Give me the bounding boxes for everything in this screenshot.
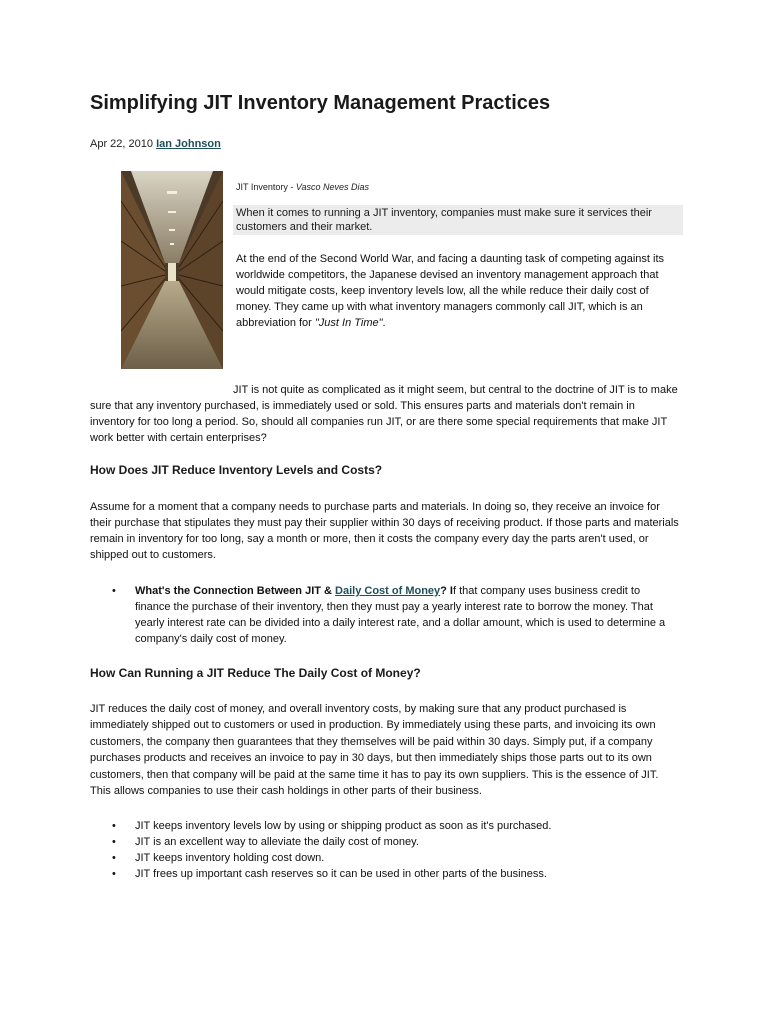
list-item: • JIT keeps inventory levels low by using or shipping product as soon as it's purchased. (112, 820, 552, 832)
jit-abbreviation: "Just In Time" (314, 317, 383, 329)
byline (90, 138, 221, 150)
author-link[interactable]: Ian Johnson (156, 138, 221, 150)
warehouse-photo (121, 171, 223, 369)
bullet-dot: • (112, 585, 116, 597)
photo-credit: Vasco Neves Dias (295, 182, 370, 192)
jit-overview-paragraph: JIT is not quite as complicated as it might seem, but central to the doctrine of JIT is to make sure that any inventory purchased, is immediately used or sold. This ensures parts and materials don't remain in inventory for too long a period. So, should all companies run JIT, or are there some special requirements that make JIT work better with certain enterprises? (90, 384, 678, 444)
assume-paragraph: Assume for a moment that a company needs to purchase parts and materials. In doing so, they receive an invoice for their purchase that stipulates they must pay their supplier within 30 days of receiving product. If those parts and materials remain in inventory for too long, say a month or more, then it costs the company every day the parts aren't used, or shipped out to customers. (90, 501, 679, 561)
reduces-paragraph: JIT reduces the daily cost of money, and overall inventory costs, by making sure that any product purchased is immediately shipped out to customers or used in production. By immediately using these parts, and invoicing its own customers, the company then guarantees that they themselves will be paid within 30 days. Simply put, if a company purchases products and receives an invoice to pay in 30 days, but then immediately ships those parts out to its own customers, then that company will be paid at the same time it has to pay its own suppliers. This is the essence of JIT. This allows companies to use their cash holdings in other parts of their business. (90, 703, 659, 798)
list-item: • JIT keeps inventory holding cost down. (112, 852, 325, 864)
daily-cost-of-money-link[interactable]: Daily Cost of Money (335, 585, 441, 597)
image-caption: JIT Inventory - Vasco Neves Dias (236, 182, 370, 192)
list-item: • JIT is an excellent way to alleviate the daily cost of money. (112, 836, 419, 848)
intro-paragraph: At the end of the Second World War, and facing a daunting task of competing against its worldwide competitors, the Japanese devised an inventory management approach that would mitigate costs, keep inventory levels low, all the while reduce their daily cost of money. They came up with what inventory managers commonly call JIT, which is an abbreviation for "Just In Time". (236, 253, 665, 329)
section-heading-reduce-cost: How Can Running a JIT Reduce The Daily Cost of Money? (90, 666, 421, 680)
warehouse-aisle-image (121, 171, 223, 369)
list-item: • JIT frees up important cash reserves so it can be used in other parts of the business. (112, 868, 547, 880)
publish-date: Apr 22, 2010 (90, 138, 153, 150)
connection-bullet: • What's the Connection Between JIT & Daily Cost of Money? If that company uses business credit to finance the purchase of their inventory, then they must pay a yearly interest rate to borrow the money. That yearly interest rate can be divided into a daily interest rate, and a dollar amount, which is used to determine a company's daily cost of money. (112, 585, 666, 645)
summary-list (112, 818, 551, 882)
page-title: Simplifying JIT Inventory Management Practices (90, 92, 551, 114)
highlight-summary: When it comes to running a JIT inventory, companies must make sure it services their customers and their market. (233, 205, 683, 235)
section-heading-reduce-levels: How Does JIT Reduce Inventory Levels and Costs? (90, 463, 383, 477)
